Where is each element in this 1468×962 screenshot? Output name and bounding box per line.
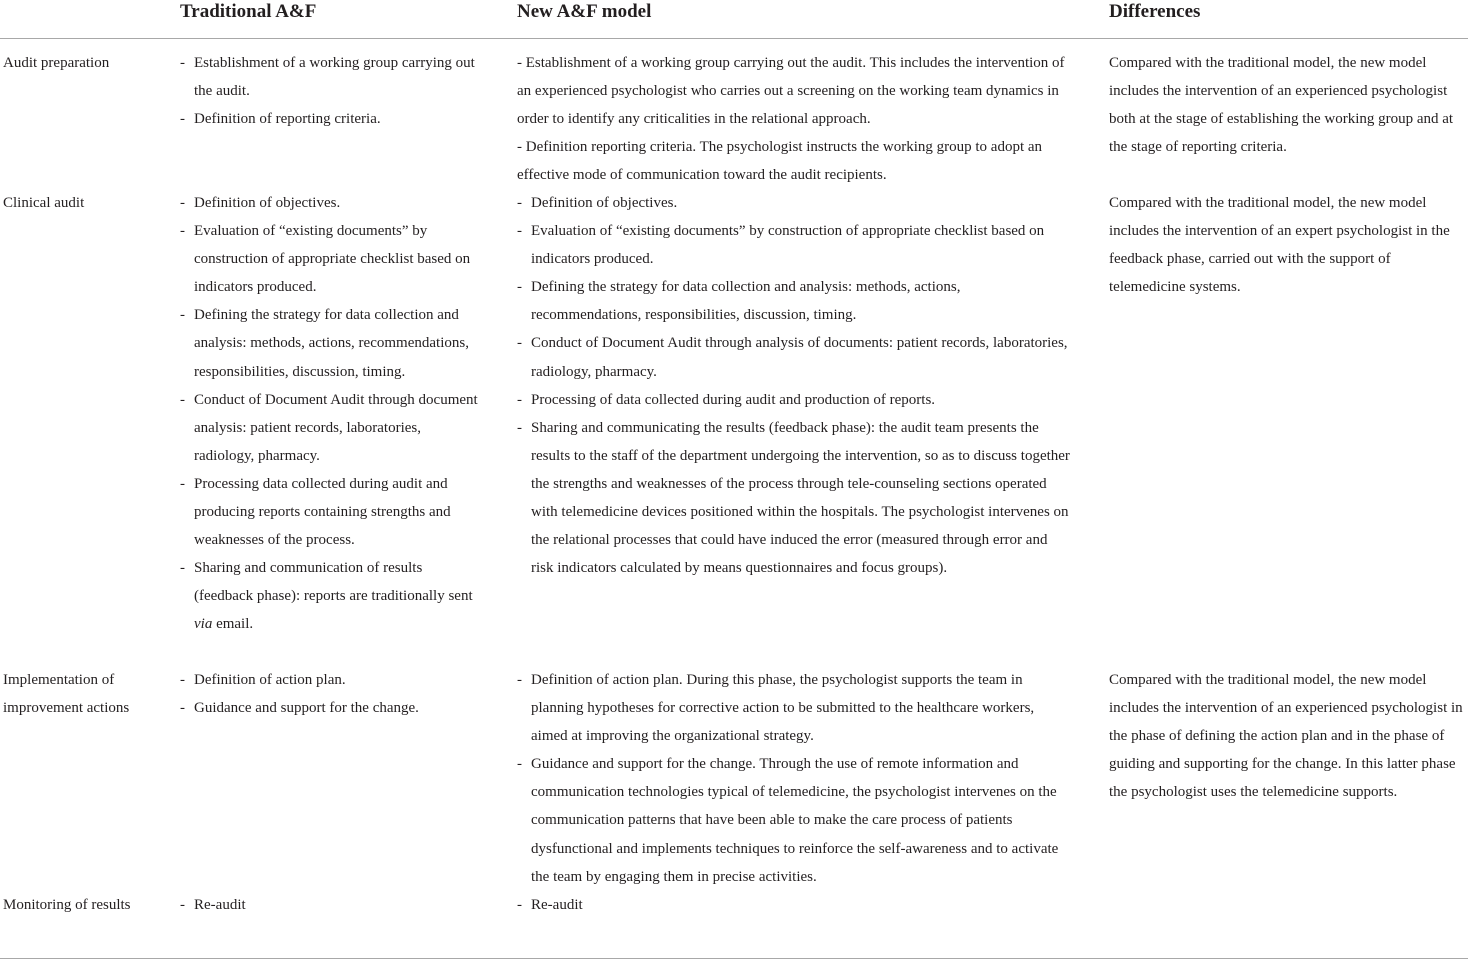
list-item: - Processing data collected during audit and producing reports containing strengths and weaknesses of the process.: [180, 470, 480, 554]
list-item: [180, 554, 480, 638]
row-label-implementation: Implementation of improvement actions: [3, 672, 130, 717]
list-item: - Guidance and support for the change. Through the use of remote information and communication technologies typical of telemedicine, the psychologist intervenes on the communication patterns that have been able to make the care process of patients dysfunctional and implements techniques to reinforce the self-awareness and to activate the team by engaging them in precise activities.: [517, 750, 1072, 890]
new-cell-monitoring: [517, 891, 1072, 919]
row-label-monitoring: Monitoring of results: [3, 897, 131, 913]
traditional-cell-implementation: [180, 666, 480, 722]
list-item-text: Sharing and communication of results (feedback phase): reports are traditionally sent: [194, 560, 473, 605]
table-bottom-rule: [0, 958, 1468, 959]
list-item: - Conduct of Document Audit through document analysis: patient records, laboratories, radiology, pharmacy.: [180, 386, 480, 470]
new-cell-implementation: [517, 666, 1072, 891]
paragraph: - Definition reporting criteria. The psychologist instructs the working group to adopt an effective mode of communication toward the audit recipients.: [517, 139, 1043, 184]
paragraph: - Establishment of a working group carrying out the audit. This includes the intervention of an experienced psychologist who carries out a screening on the working team dynamics in order to identify any criticalities in the relational approach.: [517, 55, 1065, 128]
list-item: - Establishment of a working group carrying out the audit.: [180, 49, 480, 105]
differences-cell-clinical-audit: Compared with the traditional model, the new model includes the intervention of an expert psychologist in the feedback phase, carried out with the support of telemedicine systems.: [1109, 195, 1450, 296]
list-item: - Defining the strategy for data collection and analysis: methods, actions, recommendations, responsibilities, discussion, timing.: [180, 301, 480, 385]
new-cell-clinical-audit: [517, 189, 1072, 582]
list-item: - Evaluation of “existing documents” by construction of appropriate checklist based on indicators produced.: [517, 217, 1072, 273]
traditional-cell-clinical-audit: [180, 189, 480, 639]
list-item: - Conduct of Document Audit through analysis of documents: patient records, laboratories, radiology, pharmacy.: [517, 329, 1072, 385]
new-cell-audit-preparation: [517, 49, 1072, 189]
list-item: - Defining the strategy for data collection and analysis: methods, actions, recommendations, responsibilities, discussion, timing.: [517, 273, 1072, 329]
list-item: - Sharing and communicating the results (feedback phase): the audit team presents the results to the staff of the department undergoing the intervention, so as to discuss together the strengths and weaknesses of the process through tele-counseling sections operated with telemedicine devices positioned within the hospitals. The psychologist intervenes on the relational processes that could have induced the error (measured through error and risk indicators calculated by means questionnaires and focus groups).: [517, 414, 1072, 583]
traditional-cell-audit-preparation: [180, 49, 480, 133]
header-differences: Differences: [1109, 1, 1201, 22]
row-label-audit-preparation: Audit preparation: [3, 55, 110, 71]
list-item: - Definition of reporting criteria.: [180, 105, 480, 133]
differences-cell-implementation: Compared with the traditional model, the new model includes the intervention of an experienced psychologist in the phase of defining the action plan and in the phase of guiding and supporting for the change. In this latter phase the psychologist uses the telemedicine supports.: [1109, 672, 1463, 801]
list-item-text: email.: [212, 616, 254, 633]
list-item: - Processing of data collected during audit and production of reports.: [517, 386, 1072, 414]
list-item: - Evaluation of “existing documents” by construction of appropriate checklist based on indicators produced.: [180, 217, 480, 301]
header-traditional: Traditional A&F: [180, 1, 317, 22]
row-label-clinical-audit: Clinical audit: [3, 195, 85, 211]
list-item: - Definition of objectives.: [517, 189, 1072, 217]
list-item: - Re-audit: [180, 891, 480, 919]
differences-cell-audit-preparation: Compared with the traditional model, the new model includes the intervention of an experienced psychologist both at the stage of establishing the working group and at the stage of reporting criteria.: [1109, 55, 1454, 156]
header-rule: [0, 38, 1468, 39]
list-item: - Definition of objectives.: [180, 189, 480, 217]
header-new-model: New A&F model: [517, 1, 652, 22]
italic-text: via: [194, 616, 213, 633]
list-item: - Guidance and support for the change.: [180, 694, 480, 722]
list-item: - Definition of action plan. During this phase, the psychologist supports the team in planning hypotheses for corrective action to be submitted to the healthcare workers, aimed at improving the organizational strategy.: [517, 666, 1072, 750]
traditional-cell-monitoring: [180, 891, 480, 919]
list-item: - Re-audit: [517, 891, 1072, 919]
list-item: - Definition of action plan.: [180, 666, 480, 694]
